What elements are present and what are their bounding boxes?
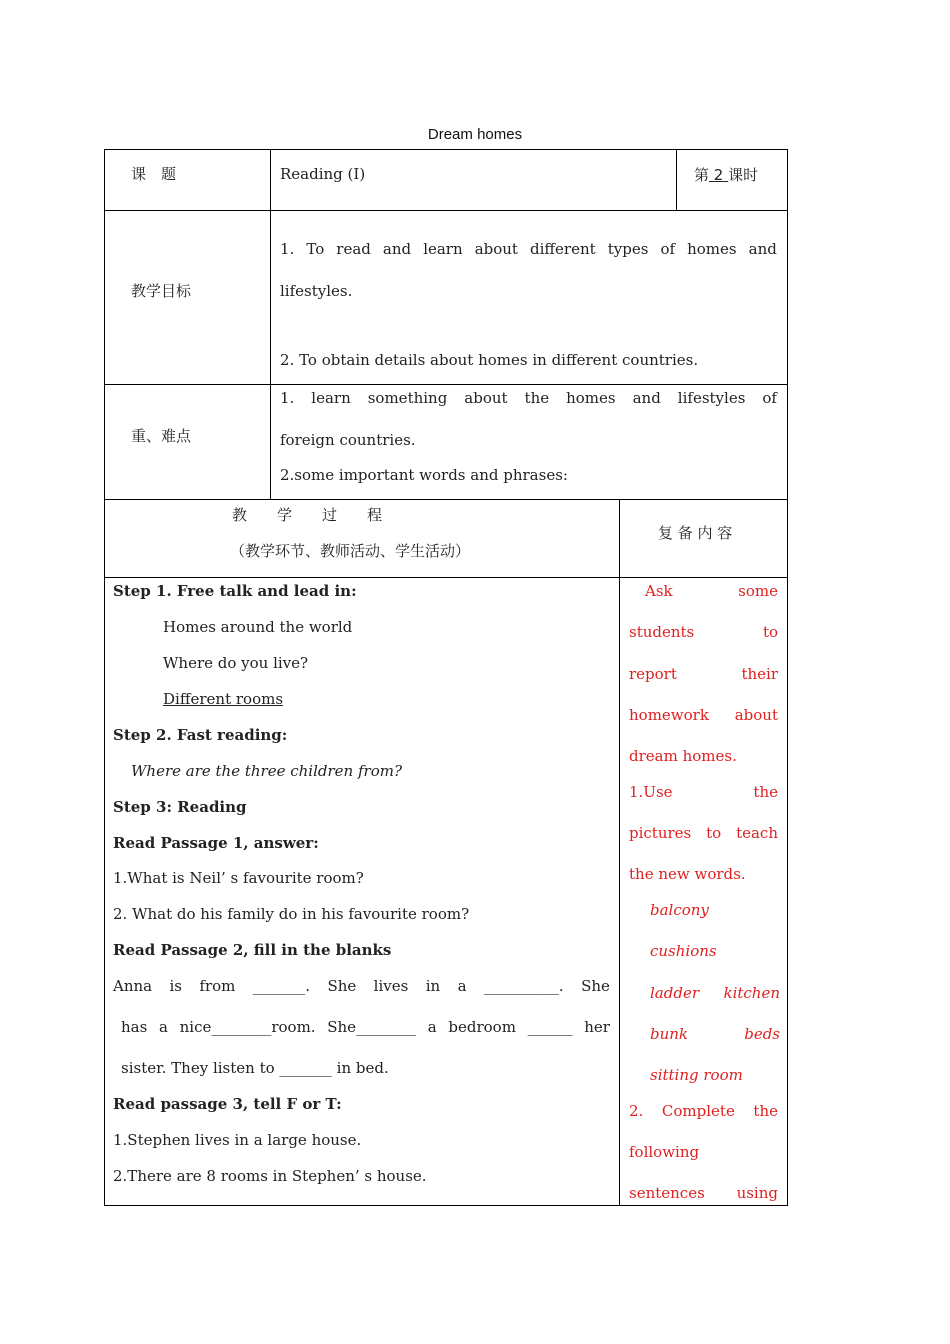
note-line-8: the new words.	[629, 865, 746, 883]
key-points-label: 重、难点	[131, 427, 192, 445]
key-point-2: 2.some important words and phrases:	[280, 466, 568, 484]
step-1-item-b: Where do you live?	[163, 654, 309, 672]
step-2-heading: Step 2. Fast reading:	[113, 726, 288, 744]
passage-2-line-2: has a nice________room. She________ a bedroom ______ her	[121, 1018, 610, 1036]
passage-1-heading: Read Passage 1, answer:	[113, 834, 319, 852]
process-title: 教 学 过 程	[232, 506, 383, 524]
step-2-question: Where are the three children from?	[131, 762, 402, 780]
note-line-3: report their	[629, 665, 778, 683]
note-line-5: dream homes.	[629, 747, 737, 765]
vocab-sitting-room: sitting room	[650, 1066, 743, 1084]
key-point-1-line-2: foreign countries.	[280, 431, 416, 449]
note-line-11: sentences using	[629, 1184, 778, 1202]
vocab-ladder-kitchen: ladder kitchen	[650, 984, 780, 1002]
vocab-balcony: balcony	[650, 901, 709, 919]
passage-2-line-1: Anna is from _______. She lives in a __________. She	[113, 977, 610, 995]
table-rule	[619, 499, 620, 1206]
passage-1-question-2: 2. What do his family do in his favourite room?	[113, 905, 470, 923]
lesson-suffix: 课时	[728, 166, 759, 184]
objectives-label: 教学目标	[131, 282, 192, 300]
table-rule	[270, 149, 271, 500]
note-line-2: students to	[629, 623, 778, 641]
vocab-cushions: cushions	[650, 942, 717, 960]
objective-2: 2. To obtain details about homes in different countries.	[280, 351, 699, 369]
lesson-prefix: 第	[694, 166, 710, 184]
passage-2-heading: Read Passage 2, fill in the blanks	[113, 941, 392, 959]
table-rule	[787, 149, 788, 1206]
passage-3-statement-2: 2.There are 8 rooms in Stephen’ s house.	[113, 1167, 427, 1185]
table-rule	[104, 577, 788, 578]
table-rule	[104, 384, 788, 385]
note-line-4: homework about	[629, 706, 778, 724]
topic-label: 课 题	[131, 165, 177, 183]
note-line-6: 1.Use the	[629, 783, 778, 801]
vocab-bunk-beds: bunk beds	[650, 1025, 780, 1043]
process-subtitle: （教学环节、教师活动、学生活动）	[230, 542, 471, 560]
step-3-heading: Step 3: Reading	[113, 798, 247, 816]
note-line-7: pictures to teach	[629, 824, 778, 842]
passage-1-question-1: 1.What is Neil’ s favourite room?	[113, 869, 364, 887]
passage-3-heading: Read passage 3, tell F or T:	[113, 1095, 342, 1113]
note-line-10: following	[629, 1143, 700, 1161]
table-rule	[104, 210, 788, 211]
table-rule	[676, 149, 677, 211]
step-1-item-a: Homes around the world	[163, 618, 353, 636]
passage-2-line-3: sister. They listen to _______ in bed.	[121, 1059, 389, 1077]
document-title: Dream homes	[427, 126, 523, 143]
key-point-1-line-1: 1. learn something about the homes and lifestyles of	[280, 389, 777, 407]
note-line-9: 2. Complete the	[629, 1102, 778, 1120]
notes-title: 复 备 内 容	[658, 524, 733, 542]
table-rule	[104, 149, 105, 1206]
passage-3-statement-1: 1.Stephen lives in a large house.	[113, 1131, 362, 1149]
table-rule	[104, 149, 788, 150]
table-rule	[104, 499, 788, 500]
topic-value: Reading (I)	[280, 165, 366, 183]
objective-1-line-1: 1. To read and learn about different types of homes and	[280, 240, 777, 258]
note-line-1: Ask some	[645, 582, 778, 600]
lesson-number: 2	[713, 166, 724, 184]
lesson-number-cell	[694, 165, 758, 185]
step-1-heading: Step 1. Free talk and lead in:	[113, 582, 357, 600]
step-1-item-c: Different rooms	[163, 690, 284, 708]
table-rule	[104, 1205, 788, 1206]
objective-1-line-2: lifestyles.	[280, 282, 353, 300]
